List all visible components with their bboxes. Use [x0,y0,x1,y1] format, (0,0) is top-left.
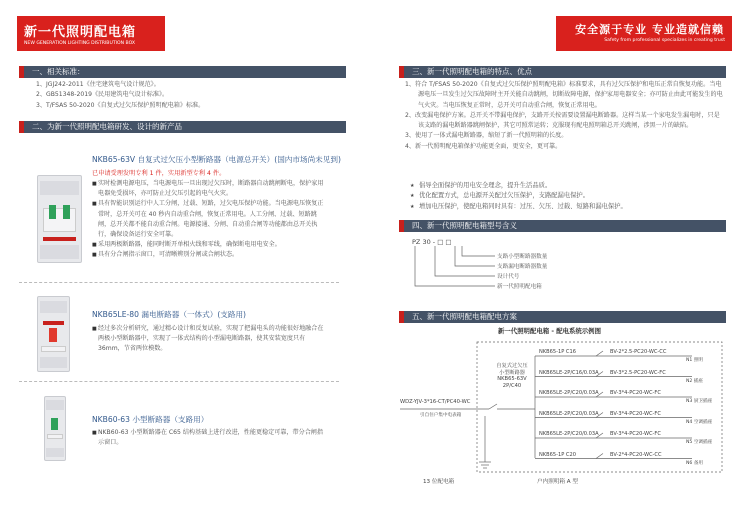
circuit-switch [596,351,603,356]
product-1-features [92,179,327,261]
model-label: 设计代号 [497,274,520,280]
footer-right-label: 户内照明箱 A 型 [537,479,578,485]
section-products-heading: 二、为新一代照明配电箱研发、设计的新产品 [19,121,346,133]
feature-bullet: ■ NKB60-63 小型断路器在 C65 结构基础上进行改进，性能更稳定可靠，带分合闸指示窗口。 [92,428,327,448]
incoming-note: 引自住户集中电表箱 [420,413,462,418]
product-3-features [92,428,327,448]
nkb60-63-breaker-image [44,396,66,461]
circuit-name-label: N3 厨卫插座 [686,399,713,404]
product-1-patent-note: 已申请受理发明专利 1 件，实用新型专利 4 件。 [92,170,226,177]
model-label: 新一代照明配电箱 [497,284,542,290]
section-scheme-heading: 五、新一代照明配电箱配电方案 [399,311,726,323]
main-breaker-line: NKB65-63V [497,376,527,383]
header-right-subtitle: Safety from professional specializes in creating trust [604,38,725,43]
circuit-name-label: N4 空调插座 [686,419,713,425]
main-breaker-line: 小型断路器 [499,369,525,376]
star-item: ★ 优化配置方式，总电源开关配过欠压保护，支路配漏电保护。 [405,191,725,201]
circuit-name-label: N2 插座 [686,378,704,384]
header-left-banner [17,16,165,51]
circuit-breaker-label: NKB65LE-2P/C20/0.03A [539,390,599,396]
model-label: 支路小型断路器数量 [497,254,548,260]
model-code-brackets [412,246,502,298]
incoming-cable: WDZ-YJV-3*16-CT/PC40-WC [400,399,471,405]
main-breaker-line: 2P/C40 [502,383,522,390]
circuit-breaker-label: NKB65LE-2P/C20/0.03A [539,410,599,417]
diagram-title: 新一代照明配电箱 - 配电系统示例图 [498,327,601,335]
circuit-cable-label: BV-3*2.5-PC20-WC-FC [610,369,666,376]
circuit-cable-label: BV-3*4-PC20-WC-FC [610,431,661,437]
product-3-title: NKB60-63 小型断路器（支路用） [92,415,209,424]
circuit-name-label: N6 备用 [686,460,704,466]
circuit-cable-label: BV-3*4-PC20-WC-FC [610,410,661,417]
nkb65le-80-breaker-image [37,296,70,372]
product-1-title: NKB65-63V 自复式过欠压小型断路器（电源总开关）(国内市场尚未见到) [92,155,341,164]
circuit-breaker-label: NKB65-1P C20 [539,451,576,458]
circuit-breaker-label: NKB65-1P C16 [539,349,576,355]
section-standards-heading: 一、相关标准： [19,66,346,78]
model-label: 支路漏电断路器数量 [497,264,548,270]
divider [19,282,339,283]
main-breaker-label [484,363,540,390]
circuit-name-label: N5 空调插座 [686,440,713,445]
features-list [405,80,725,152]
standards-list [36,80,204,111]
model-code: PZ 30 - □ □ [412,238,452,246]
feature-bullet: ■ 具有智能识别运行中人工分闸，过载、短路，过欠电压保护功能。当电源电压恢复正常时，总开关可在 40 秒内自动重合闸，恢复正常用电。人工分闸、过载、短路跳闸，总开关都不能自动重合闸。电源接通、分闸、自动重合闸等功能都由总开关执行，确保设备运行安全可靠。 [92,199,327,240]
circuit-cable-label: BV-2*4-PC20-WC-CC [610,451,662,458]
feature-bullet: ■ 经过多次分析研究，通过精心设计和反复试验，实现了把漏电头的功能很好地融合在两极小型断路器中，实现了一体式结构的小型漏电断路器，使其安装宽度只有 36mm，节省两位模数。 [92,324,327,355]
product-2-features [92,324,327,355]
feature-bullet: ■ 实时检测电源电压，当电源电压一旦出现过欠压时，断路器自动跳闸断电，保护家用电器免受损坏，亦可防止过欠压引起的电气火灾。 [92,179,327,199]
section-features-heading: 三、新一代照明配电箱的特点、优点 [399,66,726,78]
section-model-heading: 四、新一代照明配电箱型号含义 [399,220,726,232]
feature-item: 3、使用了一体式漏电断路器，缩短了新一代照明箱的长度。 [405,132,568,140]
feature-item: 2、改变漏电保护方案。总开关不带漏电保护，支路开关按需要设置漏电断路器。这样当某一个家电发生漏电时，只是该支路的漏电断路器跳闸保护，其它可照常运转；克服现有配电照明箱总开关跳闸，涉黑一片的缺陷。 [405,111,720,130]
star-item: ★ 增加电压保护，使配电箱同时具有：过压、欠压、过载、短路和漏电保护。 [405,202,725,212]
divider [19,381,339,382]
standard-item: 3、T/FSAS 50-2020《自复式过欠压保护照明配电箱》标准。 [36,101,205,109]
header-left-title: 新一代照明配电箱 [24,25,137,40]
standard-item: 2、GB51348-2019《民用建筑电气设计标准》。 [36,91,169,99]
circuit-switch [596,454,603,459]
header-right-title: 安全源于专业 专业造就信赖 [575,23,724,36]
circuit-breaker-label: NKB65LE-2P/C20/0.03A [539,431,599,437]
circuit-cable-label: BV-3*4-PC20-WC-FC [610,390,661,396]
feature-item: 1、符合 T/FSAS 50-2020《自复式过欠压保护照明配电箱》标准要求，具有过欠压保护和电压正常自恢复功能。当电源电压一旦发生过欠压故障时主开关能自动跳闸，切断故障电源，保护家用电器安全；亦可防止由此可能发生的电气火灾。当电压恢复正常时，总开关可自动重合闸，恢复正常用电。 [405,81,723,109]
feature-star-list [405,181,725,212]
circuit-name-label: N1 照明 [686,358,704,363]
star-item: ★ 倡导全面保护的用电安全理念，提升生活品质。 [405,181,725,191]
main-breaker-line: 自复式过欠压 [496,363,528,369]
circuit-breaker-label: NKB65LE-2P/C16/0.03A [539,369,599,376]
footer-left-label: 13 位配电箱 [423,479,455,485]
standard-item: 1、JGJ242-2011《住宅建筑电气设计规范》。 [36,81,160,88]
feature-bullet: ■ 采用两极断路器，能同时断开单相火线和零线，确保断电用电安全。 [92,240,327,250]
nkb65-63v-breaker-image [37,175,82,263]
model-code-labels [497,252,547,292]
feature-item: 4、新一代照明配电箱保护功能更全面，更安全，更可靠。 [405,142,562,150]
product-2-title: NKB65LE-80 漏电断路器（一体式）(支路用) [92,310,247,319]
header-left-subtitle: NEW GENERATION LIGHTING DISTRIBUTION BOX [24,41,136,46]
feature-bullet: ■ 具有分合闸指示窗口，可清晰辨别分闸或合闸状态。 [92,250,327,260]
header-right-banner [556,16,732,51]
circuit-cable-label: BV-2*2.5-PC20-WC-CC [610,349,667,355]
